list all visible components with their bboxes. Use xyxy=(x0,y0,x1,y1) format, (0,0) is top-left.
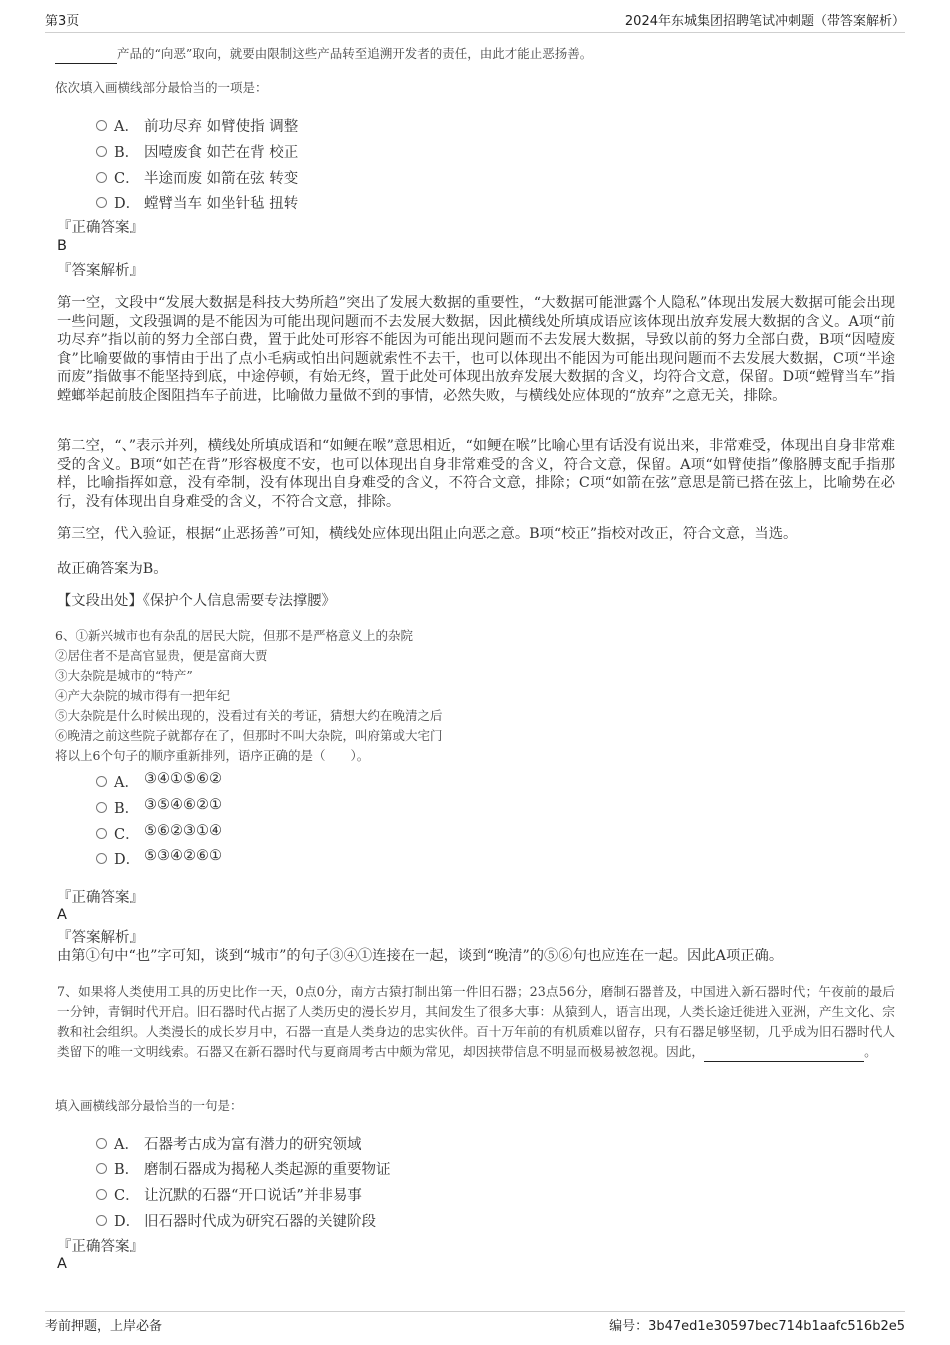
header-divider xyxy=(45,32,905,33)
document-title: 2024年东城集团招聘笔试冲刺题（带答案解析） xyxy=(624,14,905,29)
question6-answer-label: 『正确答案』 xyxy=(57,890,144,906)
footer-slogan: 考前押题，上岸必备 xyxy=(45,1319,163,1334)
question6-analysis-label: 『答案解析』 xyxy=(57,930,144,946)
question7-answer: A xyxy=(57,1256,67,1272)
radio-icon[interactable] xyxy=(96,146,107,157)
question6-line-4: ④产大杂院的城市得有一把年纪 xyxy=(55,688,231,703)
radio-icon[interactable] xyxy=(96,828,107,839)
question7-instruction: 填入画横线部分最恰当的一句是： xyxy=(55,1098,243,1113)
question5-analysis-p2: 第二空，“、”表示并列，横线处所填成语和“如鲠在喉”意思相近，“如鲠在喉”比喻心里有话没有说出来，非常难受，体现出自身非常难受的含义。B项“如芒在背”形容极度不安，也可以体现出自身非常难受的含义，符合文意，保留。A项“如臂使指”像胳膊支配手指那样，比喻指挥如意，没有牵制，没有体现出自身难受的含义，不符合文意，排除；C项“如箭在弦”意思是箭已搭在弦上，比喻势在必行，没有体现出自身难受的含义，不符合文意，排除。 xyxy=(57,438,895,510)
question5-instruction: 依次填入画横线部分最恰当的一项是： xyxy=(55,80,268,95)
radio-icon[interactable] xyxy=(96,802,107,813)
question6-line-3: ③大杂院是城市的“特产” xyxy=(55,668,193,683)
question7-answer-label: 『正确答案』 xyxy=(57,1239,144,1255)
footer-divider xyxy=(45,1311,905,1312)
page-number: 第3页 xyxy=(45,14,80,29)
radio-icon[interactable] xyxy=(96,197,107,208)
question6-answer: A xyxy=(57,907,67,923)
question5-analysis-p3: 第三空，代入验证，根据“止恶扬善”可知，横线处应体现出阻止向恶之意。B项“校正”指校对改正，符合文意，当选。 xyxy=(57,526,798,542)
radio-icon[interactable] xyxy=(96,1215,107,1226)
fill-blank xyxy=(55,49,117,64)
question6-line-5: ⑤大杂院是什么时候出现的，没看过有关的考证，猜想大约在晚清之后 xyxy=(55,708,443,723)
question5-analysis-p1: 第一空，文段中“发展大数据是科技大势所趋”突出了发展大数据的重要性，“大数据可能泄露个人隐私”体现出发展大数据可能会出现一些问题，文段强调的是不能因为可能出现问题而不去发展大数据，因此横线处所填成语应该体现出放弃发展大数据的含义。A项“前功尽弃”指以前的努力全部白费，置于此处可形容不能因为可能出现问题而不去发展大数据，导致以前的努力全部白费，B项“因噎废食”比喻要做的事情由于出了点小毛病或怕出问题就索性不去干，也可以体现出不能因为可能出现问题而不去发展大数据，C项“半途而废”指做事不能坚持到底，中途停顿，有始无终，置于此处可体现出放弃发展大数据的含义，均符合文意，保留。D项“螳臂当车”指螳螂举起前肢企图阻挡车子前进，比喻做力量做不到的事情，必然失败，与横线处应体现的“放弃”之意无关，排除。 xyxy=(57,295,895,404)
question5-analysis-label: 『答案解析』 xyxy=(57,263,144,279)
question5-source: 【文段出处】《保护个人信息需要专法撑腰》 xyxy=(57,593,336,609)
question5-analysis-p4: 故正确答案为B。 xyxy=(57,561,168,577)
fill-blank xyxy=(704,1048,864,1062)
radio-icon[interactable] xyxy=(96,1163,107,1174)
radio-icon[interactable] xyxy=(96,853,107,864)
question5-answer: B xyxy=(57,238,67,254)
question6-instruction: 将以上6个句子的顺序重新排列，语序正确的是（ ）。 xyxy=(55,748,370,763)
radio-icon[interactable] xyxy=(96,172,107,183)
question5-stem-tail: 产品的“向恶”取向，就要由限制这些产品转至追溯开发者的责任，由此才能止恶扬善。 xyxy=(55,44,592,64)
question6-line-1: 6、①新兴城市也有杂乱的居民大院，但那不是严格意义上的杂院 xyxy=(55,628,413,643)
radio-icon[interactable] xyxy=(96,120,107,131)
question6-analysis: 由第①句中“也”字可知，谈到“城市”的句子③④①连接在一起，谈到“晚清”的⑤⑥句也应连在一起。因此A项正确。 xyxy=(57,948,784,964)
document-id: 编号：3b47ed1e30597bec714b1aafc516b2e5 xyxy=(609,1319,905,1334)
question6-line-2: ②居住者不是高官显贵，便是富商大贾 xyxy=(55,648,268,663)
radio-icon[interactable] xyxy=(96,1189,107,1200)
question7-stem: 7、如果将人类使用工具的历史比作一天，0点0分，南方古猿打制出第一件旧石器；23点56分，磨制石器普及，中国进入新石器时代；午夜前的最后一分钟，青铜时代开启。旧石器时代占据了人类历史的漫长岁月，其间发生了很多大事：从猿到人，语言出现，人类长途迁徙进入亚洲，产生文化、宗教和社会组织。人类漫长的成长岁月中，石器一直是人类身边的忠实伙伴。百十万年前的有机质难以留存，只有石器足够坚韧，几乎成为旧石器时代人类留下的唯一文明线索。石器又在新石器时代与夏商周考古中颇为常见，却因挟带信息不明显而极易被忽视。因此， 。 xyxy=(57,982,895,1062)
question5-answer-label: 『正确答案』 xyxy=(57,220,144,236)
question6-line-6: ⑥晚清之前这些院子就都存在了，但那时不叫大杂院，叫府第或大宅门 xyxy=(55,728,443,743)
radio-icon[interactable] xyxy=(96,776,107,787)
radio-icon[interactable] xyxy=(96,1138,107,1149)
